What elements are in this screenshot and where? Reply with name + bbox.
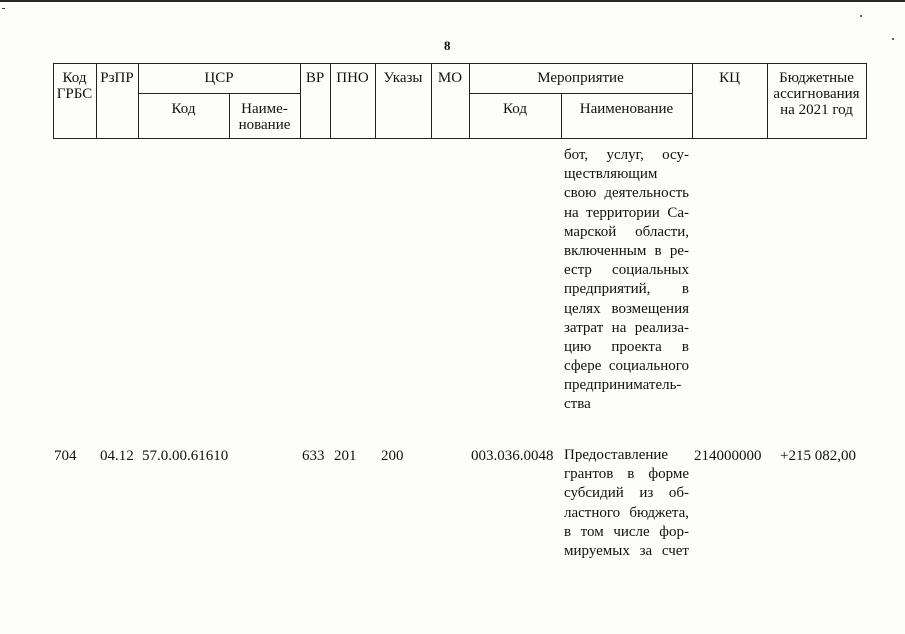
scan-speck (2, 8, 5, 9)
text-line: сфере социального (564, 358, 689, 375)
header-csr-kod: Код (171, 101, 196, 117)
header-pno: ПНО (336, 70, 369, 86)
text-line: ластного бюджета, (564, 504, 689, 521)
header-kc: КЦ (719, 70, 740, 86)
cell-mer-name (564, 446, 689, 561)
cell-amount: +215 082,00 (780, 448, 856, 464)
text-line: предприятий, в (564, 281, 689, 298)
scan-speck (860, 15, 862, 17)
text-line: цию проекта в (564, 338, 689, 355)
text-line: бот, услуг, осу- (564, 147, 689, 163)
text-line: естр социальных (564, 262, 689, 279)
text-line: свою деятельность (564, 185, 689, 202)
text-line: ществляющим (564, 166, 658, 183)
cell-kc: 214000000 (694, 448, 762, 464)
header-mo: МО (437, 70, 463, 86)
header-budget: Бюджетные ассигнования на 2021 год (773, 70, 860, 118)
cell-vr: 633 (302, 448, 325, 464)
cell-csr-kod: 57.0.00.61610 (142, 448, 229, 464)
text-line: мируемых за счет (564, 542, 689, 559)
header-vr: ВР (305, 70, 325, 86)
header-mer-name: Наименование (579, 101, 674, 117)
scan-speck (892, 38, 894, 40)
scan-edge (0, 0, 905, 2)
header-rzpr: РзПР (100, 70, 134, 86)
text-line: предприниматель- (564, 377, 682, 394)
header-kod-grbs: Код ГРБС (56, 70, 93, 102)
text-line: грантов в форме (564, 466, 689, 483)
text-line: включенным в ре- (564, 242, 689, 259)
text-line: марской области, (564, 223, 689, 240)
header-csr-name: Наиме- нование (238, 101, 291, 133)
cell-mer-kod: 003.036.0048 (471, 448, 554, 464)
text-line: на территории Са- (564, 204, 689, 221)
continued-description (564, 146, 689, 415)
header-meropriyatie: Мероприятие (537, 70, 624, 86)
text-line: затрат на реализа- (564, 319, 689, 336)
page-number: 8 (444, 38, 451, 53)
text-line: субсидий из об- (564, 485, 689, 502)
cell-ukazy: 200 (381, 448, 404, 464)
header-mer-kod: Код (503, 101, 527, 117)
text-line: Предоставление (564, 447, 669, 463)
header-csr: ЦСР (204, 70, 234, 86)
cell-rzpr: 04.12 (100, 448, 134, 464)
text-line: в том числе фор- (564, 523, 689, 540)
text-line: ства (564, 396, 591, 413)
cell-kod-grbs: 704 (54, 448, 77, 464)
text-line: целях возмещения (564, 300, 689, 317)
cell-pno: 201 (334, 448, 357, 464)
header-ukazy: Указы (383, 70, 423, 86)
